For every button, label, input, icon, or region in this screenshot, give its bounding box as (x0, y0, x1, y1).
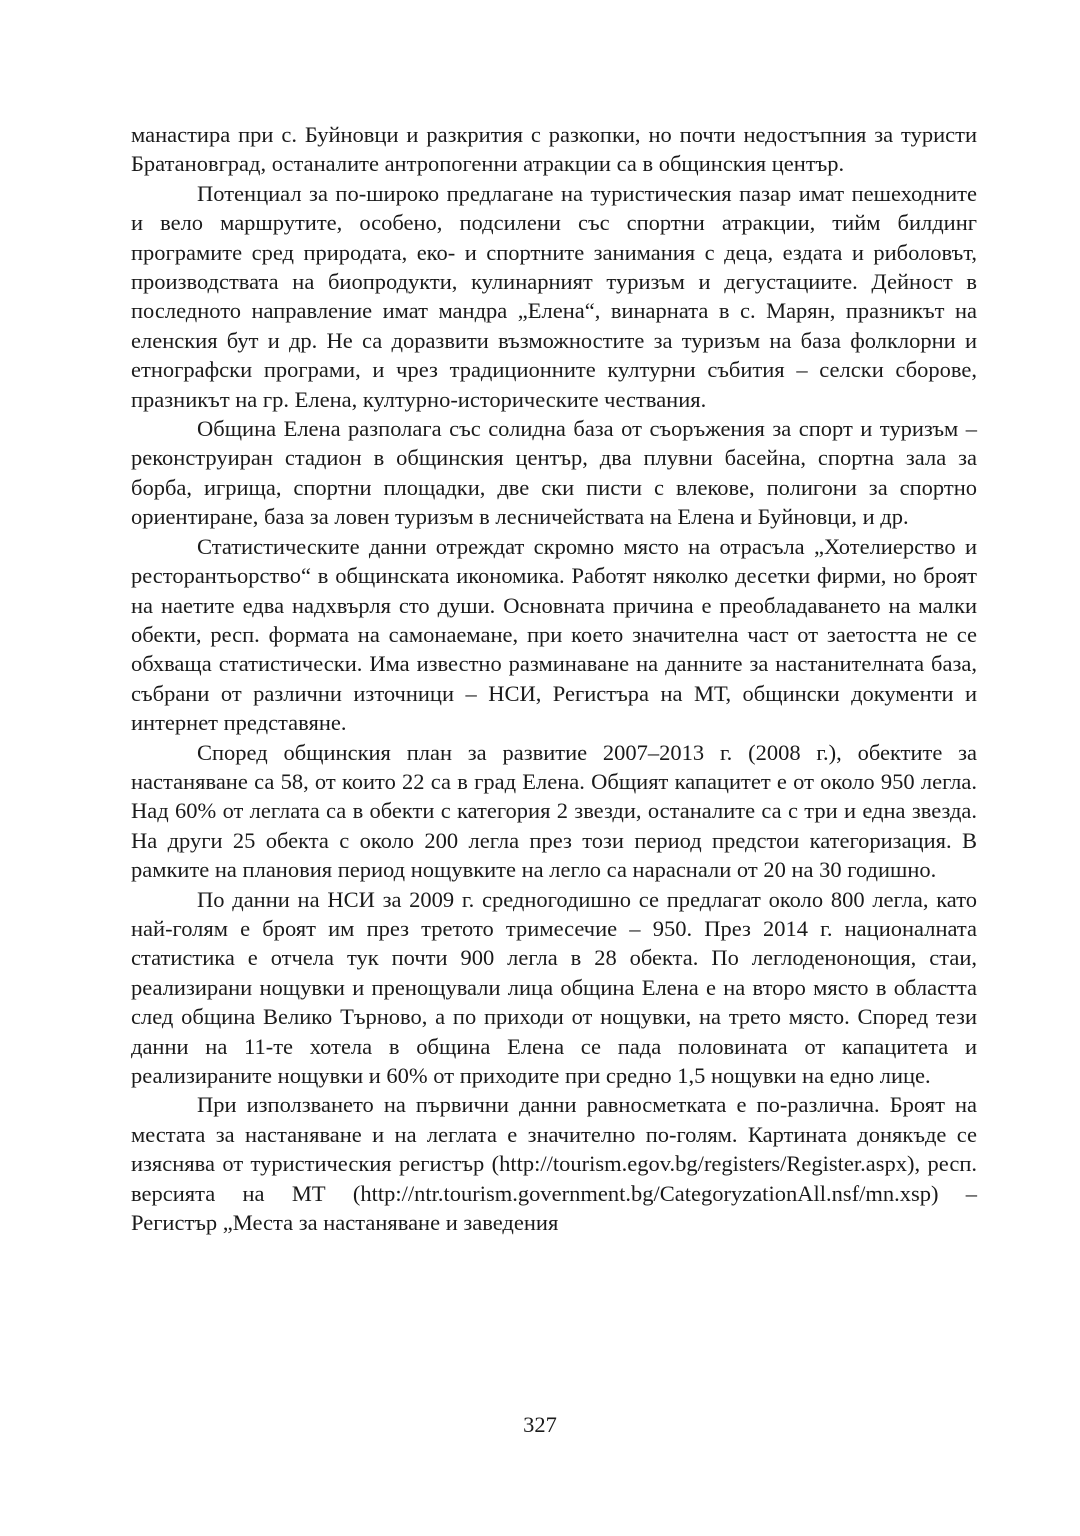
paragraph: Според общинския план за развитие 2007–2013 г. (2008 г.), обектите за настаняване са 58, от които 22 са в град Елена. Общият капацитет е от около 950 легла. Над 60% от леглата са в обекти с категория 2 звезди, останалите са с три и една звезда. На други 25 обекта с около 200 легла през този период предстои категоризация. В рамките на плановия период нощувките на легло са нараснали от 20 на 30 годишно. (131, 739, 977, 883)
paragraph: Потенциал за по-широко предлагане на туристическия пазар имат пешеходните и вело маршрутите, особено, подсилени със спортни атракции, тийм билдинг програмите сред природата, еко- и спортните занимания с деца, ездата и риболовът, производствата на биопродукти, кулинарният туризъм и дегустациите. Дейност в последното направление имат мандра „Елена“, винарната в с. Марян, празникът на еленския бут и др. Не са доразвити възможностите за туризъм на база фолклорни и етнографски програми, и чрез традиционните културни събития – селски сборове, празникът на гр. Елена, културно-историческите чествания. (131, 180, 977, 412)
body-text (131, 120, 977, 1237)
paragraph: При използването на първични данни равносметката е по-различна. Броят на местата за настаняване и на леглата е значително по-голям. Картината донякъде се изяснява от туристическия регистър (http://tourism.egov.bg/registers/Register.aspx), респ. версията на МТ (http://ntr.tourism.government.bg/CategoryzationAll.nsf/mn.xsp) – Регистър „Места за настаняване и заведения (131, 1092, 977, 1236)
paragraph: Статистическите данни отреждат скромно място на отрасъла „Хотелиерство и ресторантьорство“ в общинската икономика. Работят няколко десетки фирми, но броят на наетите едва надхвърля сто души. Основната причина е преобладаването на малки обекти, респ. формата на самонаемане, при което значителна част от заетостта не се обхваща статистически. Има известно разминаване на данните за настанителната база, събрани от различни източници – НСИ, Регистъра на МТ, общински документи и интернет представяне. (131, 533, 977, 736)
paragraph-continuation: манастира при с. Буйновци и разкрития с разкопки, но почти недостъпния за туристи Братановград, останалите антропогенни атракции са в общинския център. (131, 122, 977, 177)
page-number: 327 (523, 1412, 557, 1437)
paragraph: По данни на НСИ за 2009 г. средногодишно се предлагат около 800 легла, като най-голям е броят им през третото тримесечие – 950. През 2014 г. националната статистика е отчела тук почти 900 легла в 28 обекта. По леглоденонощия, стаи, реализирани нощувки и пренощували лица община Елена е на второ място в областта след община Велико Търново, а по приходи от нощувки, на трето място. Според тези данни на 11-те хотела в община Елена се пада половината от капацитета и реализираните нощувки и 60% от приходите при средно 1,5 нощувки на едно лице. (131, 886, 977, 1088)
paragraph: Община Елена разполага със солидна база от съоръжения за спорт и туризъм – реконструиран стадион в общинския център, два плувни басейна, спортна зала за борба, игрища, спортни площадки, две ски писти с влекове, полигони за спортно ориентиране, база за ловен туризъм в лесничействата на Елена и Буйновци, и др. (131, 416, 977, 530)
